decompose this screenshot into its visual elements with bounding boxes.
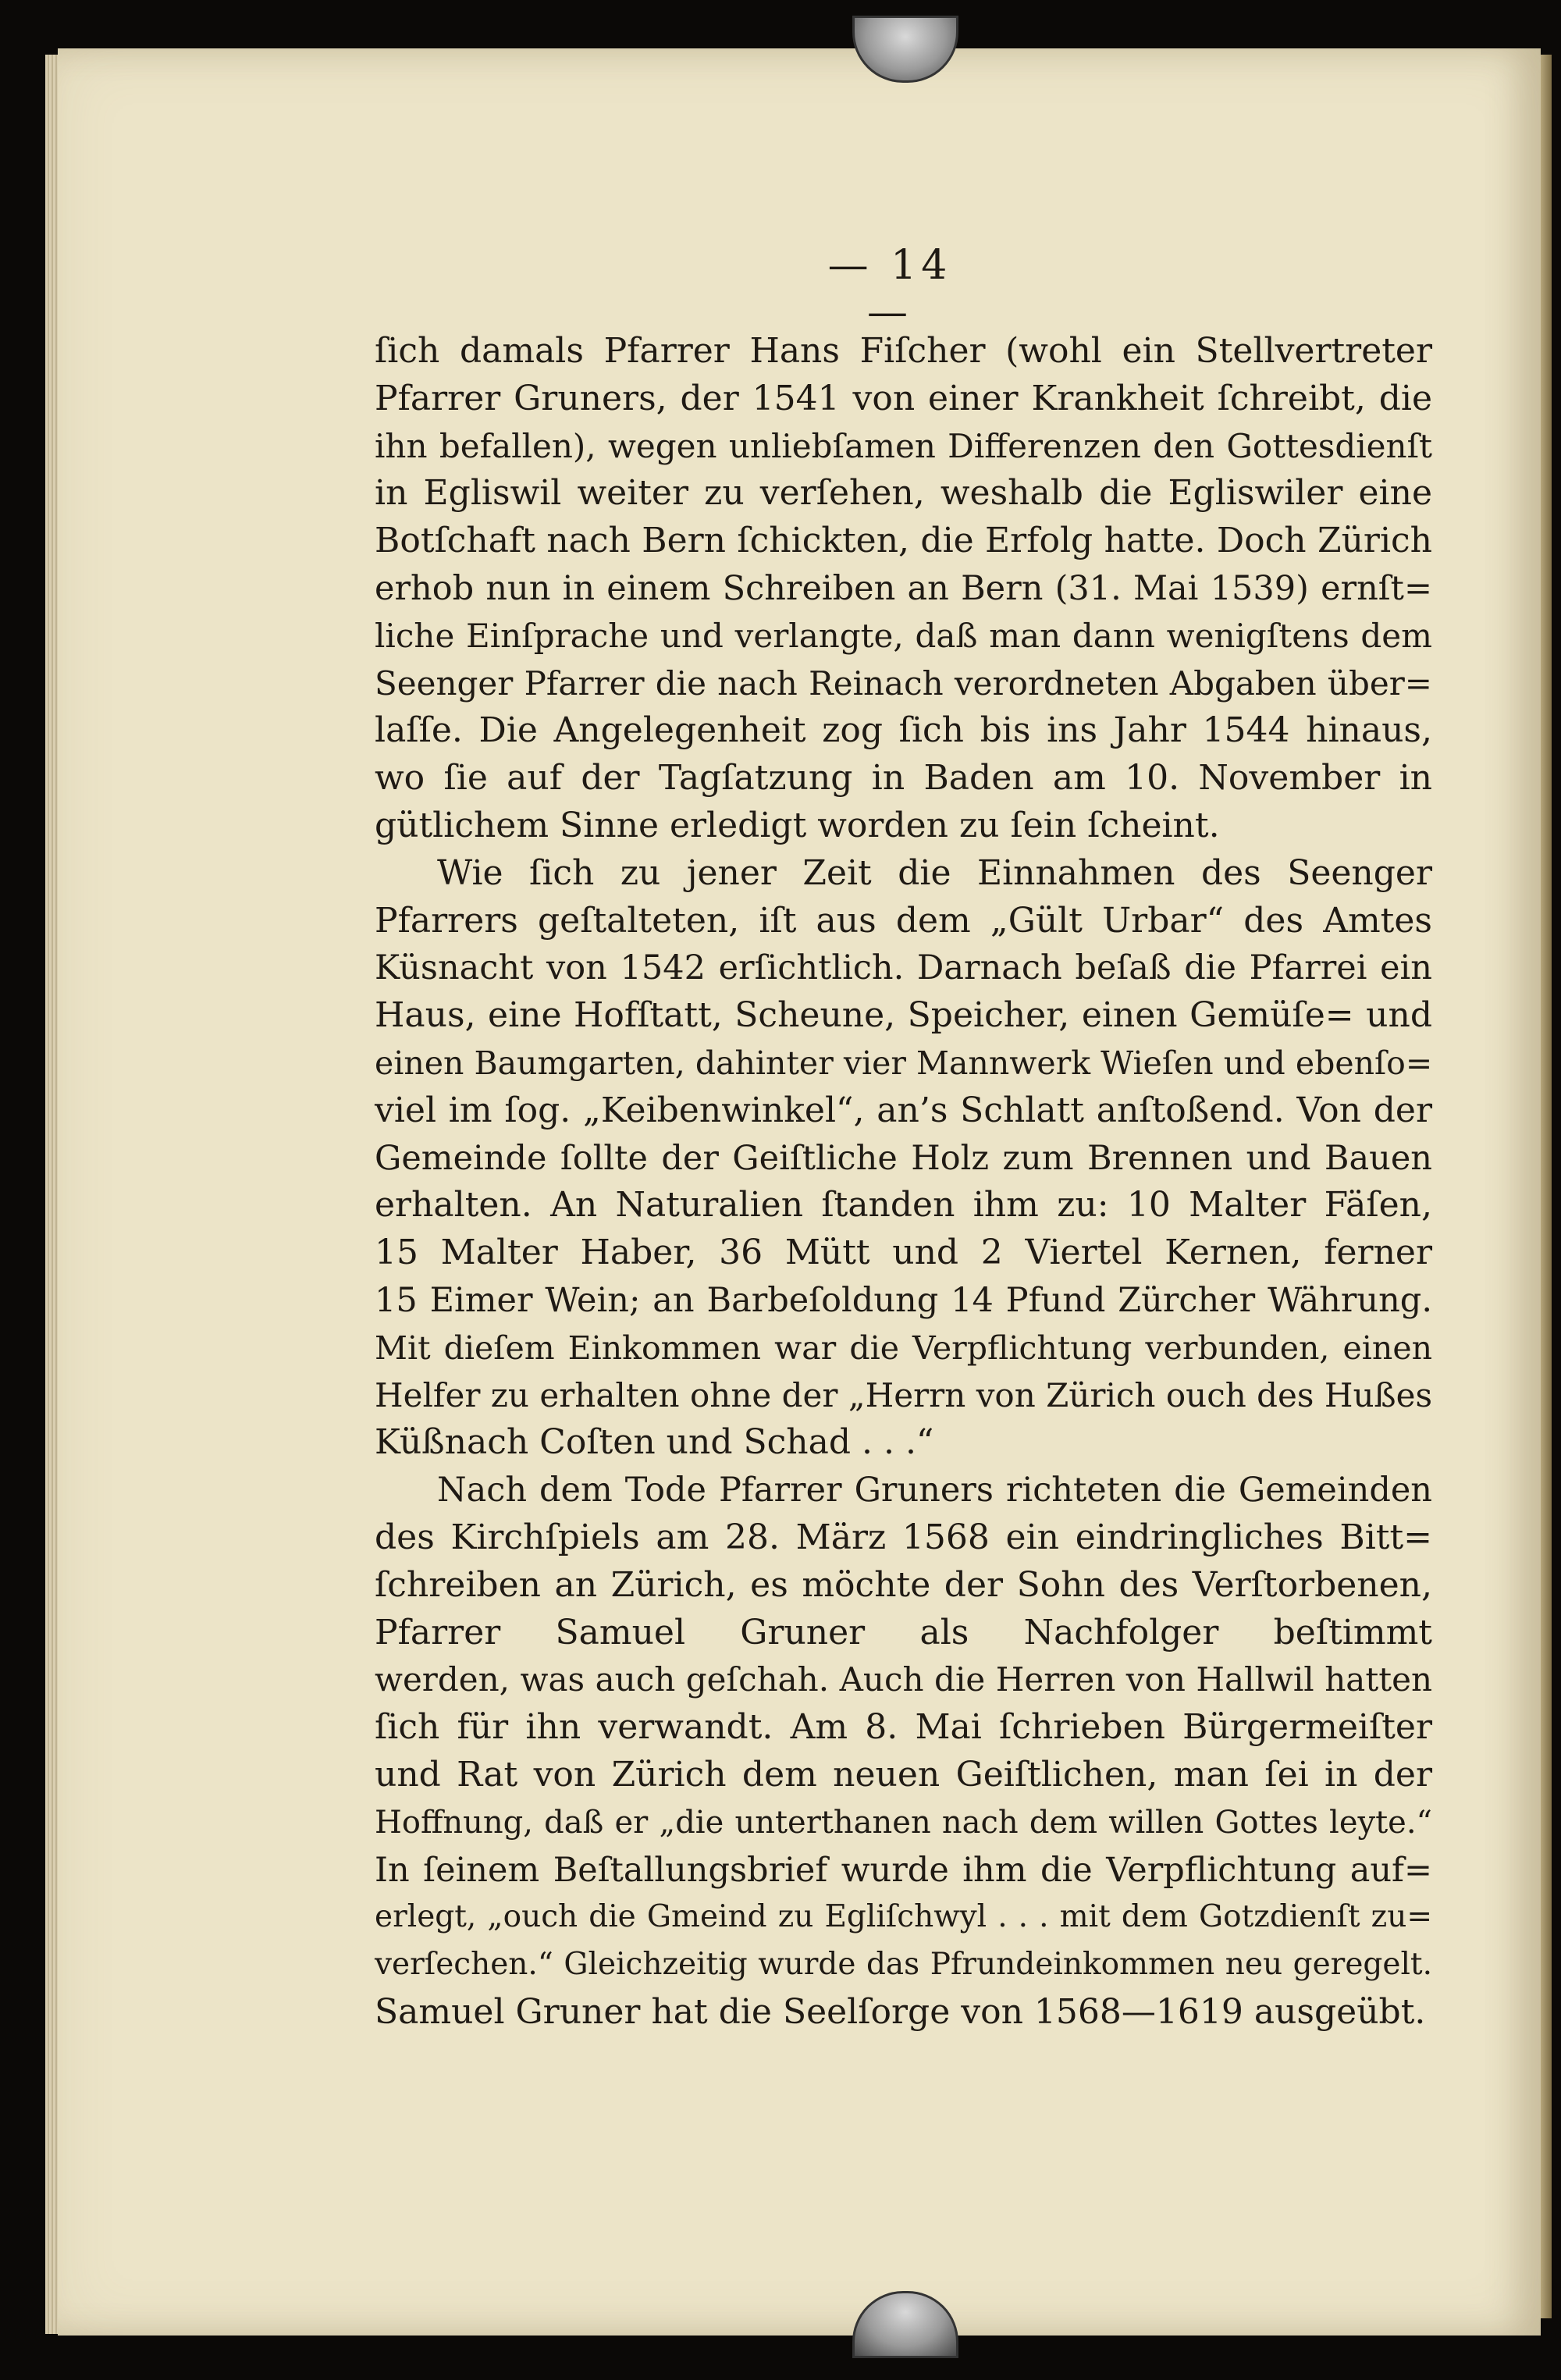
text-line: erhob nun in einem Schreiben an Bern (31. Mai 1539) ernſt= xyxy=(375,568,1432,608)
text-line: Hoffnung, daß er „die unterthanen nach dem willen Gottes leyte.“ xyxy=(375,1804,1432,1841)
text-line: einen Baumgarten, dahinter vier Mannwerk Wieſen und ebenſo= xyxy=(375,1044,1433,1082)
text-line: werden, was auch geſchah. Auch die Herren von Hallwil hatten xyxy=(375,1660,1432,1699)
text-line: liche Einſprache und verlangte, daß man dann wenigſtens dem xyxy=(375,616,1432,655)
text-line: Helfer zu erhalten ohne der „Herrn von Zürich ouch des Hußes xyxy=(375,1375,1432,1414)
text-line: viel im ſog. „Keibenwinkel“, an’s Schlatt anſtoßend. Von der xyxy=(375,1090,1432,1130)
text-line: Pfarrer Gruners, der 1541 von einer Krankheit ſchreibt, die xyxy=(375,378,1432,418)
text-line: 15 Malter Haber, 36 Mütt und 2 Viertel Kernen, ferner xyxy=(375,1233,1432,1273)
text-line: erhalten. An Naturalien ſtanden ihm zu: 10 Malter Fäſen, xyxy=(375,1185,1432,1226)
text-line: Mit dieſem Einkommen war die Verpflichtung verbunden, einen xyxy=(375,1329,1432,1367)
text-line: 15 Eimer Wein; an Barbeſoldung 14 Pfund Zürcher Währung. xyxy=(375,1280,1432,1320)
page-number: — 14 — xyxy=(827,242,952,336)
text-line: ſich für ihn verwandt. Am 8. Mai ſchrieben Bürgermeiſter xyxy=(375,1707,1432,1748)
text-line: verſechen.“ Gleichzeitig wurde das Pfrundeinkommen neu geregelt. xyxy=(375,1947,1432,1983)
text-line: Wie ſich zu jener Zeit die Einnahmen des Seenger xyxy=(437,852,1432,893)
text-line: Pfarrers geſtalteten, iſt aus dem „Gült Urbar“ des Amtes xyxy=(375,900,1432,941)
text-line: Botſchaft nach Bern ſchickten, die Erfolg hatte. Doch Zürich xyxy=(375,521,1432,561)
text-line: in Egliswil weiter zu verſehen, weshalb die Egliswiler eine xyxy=(375,473,1432,514)
text-line: Seenger Pfarrer die nach Reinach verordneten Abgaben über= xyxy=(375,663,1432,703)
text-line: Gemeinde ſollte der Geiſtliche Holz zum Brennen und Bauen xyxy=(375,1138,1432,1178)
text-line: Samuel Gruner hat die Seelſorge von 1568—1619 ausgeübt. xyxy=(375,1991,1426,2032)
text-line: ſich damals Pfarrer Hans Fiſcher (wohl ein Stellvertreter xyxy=(375,331,1432,371)
text-line: Pfarrer Samuel Gruner als Nachfolger beſtimmt xyxy=(375,1612,1432,1652)
text-line: In ſeinem Beſtallungsbrief wurde ihm die Verpflichtung auf= xyxy=(375,1850,1432,1890)
text-line: Nach dem Tode Pfarrer Gruners richteten die Gemeinden xyxy=(437,1471,1432,1510)
text-line: ihn befallen), wegen unliebſamen Differenzen den Gottesdienſt xyxy=(375,426,1432,465)
text-line: erlegt, „ouch die Gmeind zu Egliſchwyl . . . mit dem Gotzdienſt zu= xyxy=(375,1899,1432,1935)
text-line: Haus, eine Hofſtatt, Scheune, Speicher, einen Gemüſe= und xyxy=(375,995,1432,1036)
text-line: des Kirchſpiels am 28. März 1568 ein eindringliches Bitt= xyxy=(375,1517,1432,1557)
body-text xyxy=(375,328,1432,2037)
text-line: ſchreiben an Zürich, es möchte der Sohn des Verſtorbenen, xyxy=(375,1564,1432,1605)
text-line: gütlichem Sinne erledigt worden zu ſein ſcheint. xyxy=(375,805,1220,845)
text-line: und Rat von Zürich dem neuen Geiſtlichen, man ſei in der xyxy=(375,1754,1432,1795)
text-line: laſſe. Die Angelegenheit zog ſich bis ins Jahr 1544 hinaus, xyxy=(375,710,1432,751)
text-line: Küßnach Coſten und Schad . . .“ xyxy=(375,1422,934,1463)
text-line: wo ſie auf der Tagſatzung in Baden am 10. November in xyxy=(375,758,1432,799)
text-line: Küsnacht von 1542 erſichtlich. Darnach beſaß die Pfarrei ein xyxy=(375,948,1432,988)
